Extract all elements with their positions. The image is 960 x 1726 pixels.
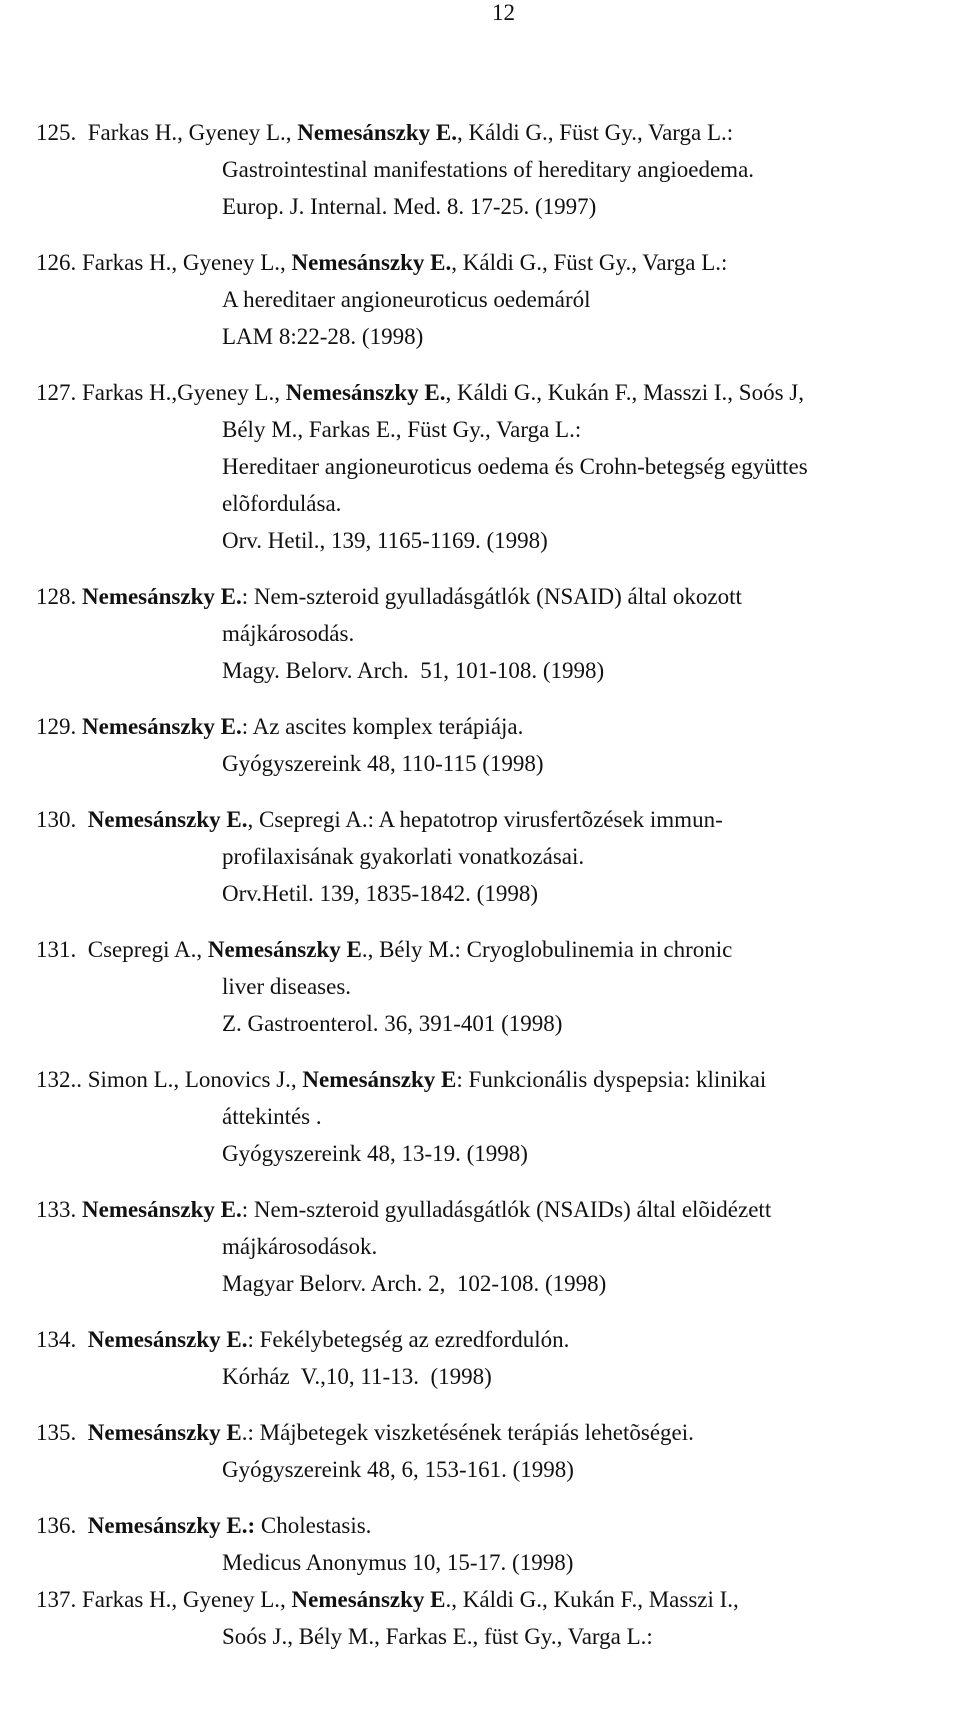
reference-text: ., Káldi G., Kukán F., Masszi I., (445, 1587, 739, 1612)
reference-line (222, 1141, 528, 1167)
reference-line (36, 1513, 371, 1539)
reference-text: 125. Farkas H., Gyeney L., (36, 120, 298, 145)
reference-text: Cholestasis. (255, 1513, 372, 1538)
reference-text: 126. Farkas H., Gyeney L., (36, 250, 292, 275)
author-highlight: Nemesánszky E. (297, 120, 457, 145)
reference-text: Orv.Hetil. 139, 1835-1842. (1998) (222, 881, 538, 906)
reference-line (36, 1197, 771, 1223)
author-highlight: Nemesánszky E. (82, 714, 242, 739)
reference-line (222, 1457, 574, 1483)
reference-text: Orv. Hetil., 139, 1165-1169. (1998) (222, 528, 548, 553)
author-highlight: Nemesánszky E. (82, 584, 242, 609)
author-highlight: Nemesánszky E (302, 1067, 457, 1092)
reference-text: Gyógyszereink 48, 110-115 (1998) (222, 751, 544, 776)
reference-text: Gastrointestinal manifestations of hereditary angioedema. (222, 157, 755, 182)
reference-text: Z. Gastroenterol. 36, 391-401 (1998) (222, 1011, 563, 1036)
reference-text: Medicus Anonymus 10, 15-17. (1998) (222, 1550, 574, 1575)
author-highlight: Nemesánszky E (87, 1420, 242, 1445)
reference-text: elõfordulása. (222, 491, 342, 516)
reference-text: : Funkcionális dyspepsia: klinikai (456, 1067, 767, 1092)
author-highlight: Nemesánszky E (291, 1587, 446, 1612)
reference-text: Gyógyszereink 48, 13-19. (1998) (222, 1141, 528, 1166)
author-highlight: Nemesánszky E. (82, 1197, 242, 1222)
author-highlight: Nemesánszky E. (87, 1327, 248, 1352)
reference-text: , Káldi G., Füst Gy., Varga L.: (451, 250, 728, 275)
reference-line (36, 807, 723, 833)
reference-line (222, 1271, 606, 1297)
reference-line (222, 1624, 653, 1650)
reference-text: Magy. Belorv. Arch. 51, 101-108. (1998) (222, 658, 605, 683)
reference-text: 136. (36, 1513, 88, 1538)
reference-text: Soós J., Bély M., Farkas E., füst Gy., Varga L.: (222, 1624, 653, 1649)
author-highlight: Nemesánszky E (207, 937, 362, 962)
reference-text: 132.. Simon L., Lonovics J., (36, 1067, 303, 1092)
reference-line (222, 658, 604, 684)
reference-line (222, 194, 596, 220)
reference-text: 131. Csepregi A., (36, 937, 208, 962)
reference-line (36, 714, 523, 740)
reference-line (36, 937, 732, 963)
reference-line (222, 844, 584, 870)
reference-text: , Csepregi A.: A hepatotrop virusfertõzések immun- (247, 807, 723, 832)
reference-text: 135. (36, 1420, 88, 1445)
reference-text: 134. (36, 1327, 88, 1352)
reference-text: 128. (36, 584, 82, 609)
reference-text: 137. Farkas H., Gyeney L., (36, 1587, 292, 1612)
reference-text: Gyógyszereink 48, 6, 153-161. (1998) (222, 1457, 574, 1482)
reference-text: 127. Farkas H.,Gyeney L., (36, 380, 286, 405)
reference-text: profilaxisának gyakorlati vonatkozásai. (222, 844, 585, 869)
reference-text: , Káldi G., Kukán F., Masszi I., Soós J, (445, 380, 804, 405)
reference-line (222, 1364, 492, 1390)
reference-text: : Nem-szteroid gyulladásgátlók (NSAID) által okozott (241, 584, 742, 609)
reference-text: Hereditaer angioneuroticus oedema és Crohn-betegség együttes (222, 454, 808, 479)
reference-line (222, 491, 341, 517)
reference-line (222, 1104, 322, 1130)
reference-text: 130. (36, 807, 88, 832)
reference-line (222, 1234, 377, 1260)
author-highlight: Nemesánszky E. (285, 380, 446, 405)
reference-text: liver diseases. (222, 974, 352, 999)
reference-line (36, 1067, 766, 1093)
reference-text: áttekintés . (222, 1104, 322, 1129)
reference-line (222, 751, 544, 777)
reference-line (222, 974, 351, 1000)
reference-text: LAM 8:22-28. (1998) (222, 324, 424, 349)
reference-line (222, 881, 538, 907)
author-highlight: Nemesánszky E. (291, 250, 452, 275)
reference-text: 129. (36, 714, 82, 739)
reference-text: A hereditaer angioneuroticus oedemáról (222, 287, 591, 312)
author-highlight: Nemesánszky E. (87, 807, 248, 832)
reference-line (222, 417, 581, 443)
reference-line (222, 287, 591, 313)
reference-text: : Az ascites komplex terápiája. (241, 714, 524, 739)
reference-line (36, 120, 733, 146)
reference-text: májkárosodás. (222, 621, 355, 646)
reference-line (222, 454, 808, 480)
reference-line (36, 1587, 739, 1613)
author-highlight: Nemesánszky E.: (87, 1513, 256, 1538)
reference-text: : Fekélybetegség az ezredfordulón. (247, 1327, 570, 1352)
reference-line (222, 157, 754, 183)
reference-text: , Káldi G., Füst Gy., Varga L.: (457, 120, 734, 145)
reference-text: ., Bély M.: Cryoglobulinemia in chronic (361, 937, 733, 962)
reference-text: Magyar Belorv. Arch. 2, 102-108. (1998) (222, 1271, 607, 1296)
reference-line (36, 1420, 694, 1446)
reference-line (36, 584, 742, 610)
reference-line (36, 380, 804, 406)
reference-line (222, 621, 354, 647)
reference-text: 133. (36, 1197, 82, 1222)
reference-text: Kórház V.,10, 11-13. (1998) (222, 1364, 492, 1389)
reference-text: : Nem-szteroid gyulladásgátlók (NSAIDs) által elõidézett (241, 1197, 772, 1222)
reference-line (36, 250, 727, 276)
reference-text: .: Májbetegek viszketésének terápiás lehetõségei. (241, 1420, 694, 1445)
reference-text: májkárosodások. (222, 1234, 378, 1259)
reference-line (36, 1327, 569, 1353)
reference-text: Bély M., Farkas E., Füst Gy., Varga L.: (222, 417, 582, 442)
reference-line (222, 1550, 573, 1576)
page-number: 12 (492, 0, 515, 25)
reference-text: Europ. J. Internal. Med. 8. 17-25. (1997) (222, 194, 597, 219)
reference-line (222, 1011, 562, 1037)
reference-line (222, 324, 423, 350)
reference-line (222, 528, 548, 554)
